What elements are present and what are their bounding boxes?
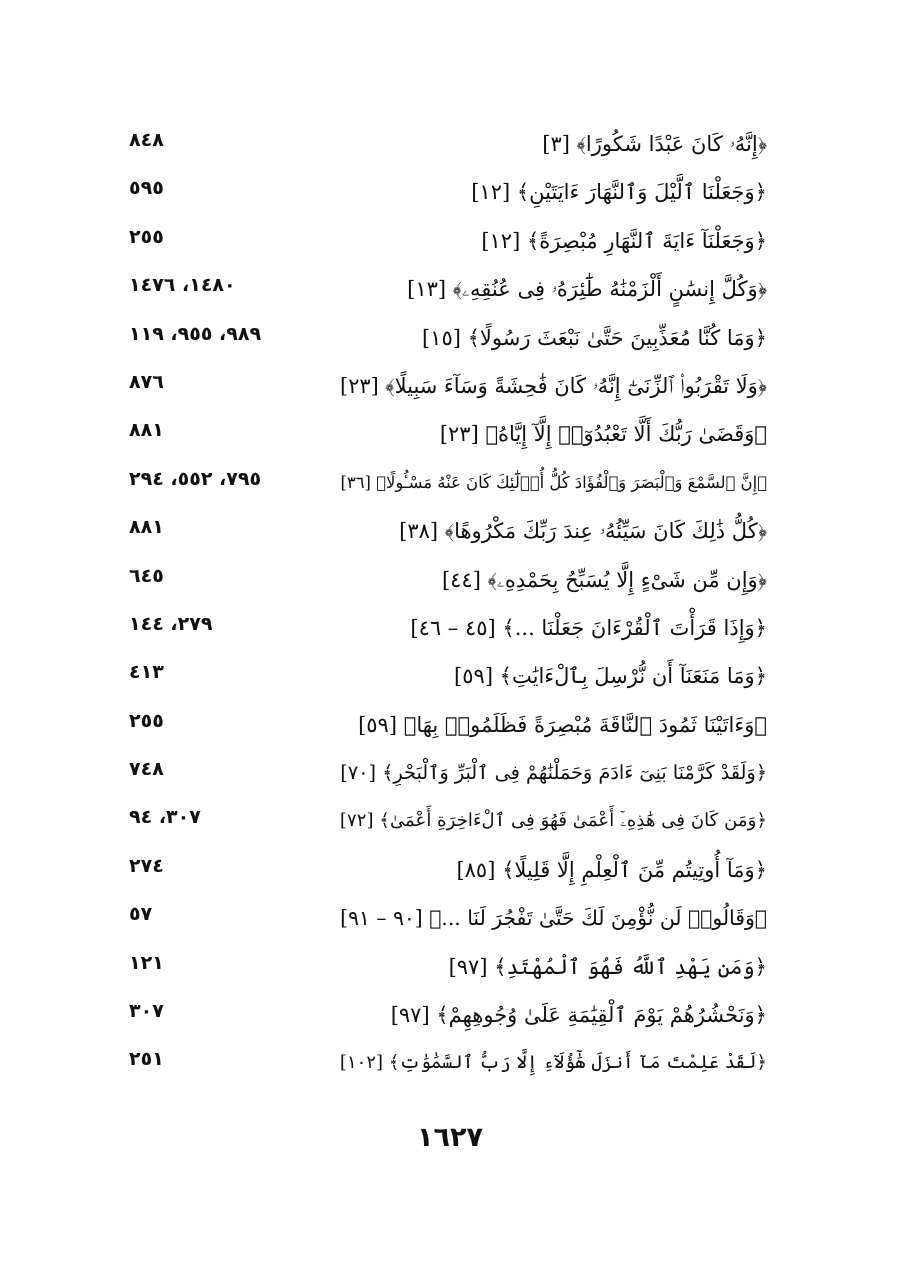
page-references: ٣٠٧، ٩٤	[129, 806, 201, 829]
page-references: ٢٥٥	[129, 709, 164, 732]
index-entry	[0, 556, 900, 604]
page-references: ٨٤٨	[129, 129, 164, 151]
page-references: ٢٥٥	[129, 225, 164, 248]
verse-text: ﴿وَقَالُوا۟ لَن نُّؤْمِنَ لَكَ حَتَّىٰ تَفْجُرَ لَنَا ...﴾ [٩٠ – ٩١]	[340, 906, 767, 931]
verse-text: ﴿وَإِذَا قَرَأْتَ ٱلْقُرْءَانَ جَعَلْنَا ...﴾ [٤٥ – ٤٦]	[410, 615, 767, 640]
page-number: ١٦٢٧	[417, 1122, 483, 1153]
index-entry	[0, 459, 900, 507]
index-entry	[0, 701, 900, 749]
verse-text: ﴿إِنَّ ٱلسَّمْعَ وَٱلْبَصَرَ وَٱلْفُؤَادَ كُلُّ أُو۟لَٰٓئِكَ كَانَ عَنْهُ مَسْـُٔولًا﴾ [٣٦]	[340, 472, 767, 492]
page-references: ٨٨١	[129, 419, 164, 442]
page-references: ٤١٣	[129, 661, 164, 684]
page-references: ٢٥١	[129, 1048, 164, 1071]
index-entry	[0, 846, 900, 894]
verse-text: ﴿وَمَن كَانَ فِى هَٰذِهِۦٓ أَعْمَىٰ فَهُوَ فِى ٱلْءَاخِرَةِ أَعْمَىٰ﴾ [٧٢]	[339, 810, 767, 832]
verse-text: ﴿وَجَعَلْنَا ٱلَّيْلَ وَٱلنَّهَارَ ءَايَتَيْنِ﴾ [١٢]	[471, 180, 767, 205]
index-entry	[0, 1039, 900, 1087]
index-entry	[0, 120, 900, 168]
verse-text: ﴿كُلُّ ذَٰلِكَ كَانَ سَيِّئُهُۥ عِندَ رَبِّكَ مَكْرُوهًا﴾ [٣٨]	[399, 519, 767, 544]
verse-index-list	[0, 120, 900, 1088]
index-entry	[0, 507, 900, 555]
page-references: ١٤٨٠، ١٤٧٦	[129, 274, 236, 297]
verse-text: ﴿لَقَدْ عَلِمْتَ مَآ أَنزَلَ هَٰٓؤُلَآءِ إِلَّا رَبُّ ٱلسَّمَٰوَٰتِ﴾ [١٠٢]	[339, 1052, 767, 1074]
page-references: ٧٩٥، ٥٥٢، ٢٩٤	[129, 467, 262, 490]
page-references: ١٢١	[129, 951, 164, 974]
index-entry	[0, 797, 900, 845]
index-entry	[0, 943, 900, 991]
page-references: ٦٤٥	[129, 564, 164, 587]
index-entry	[0, 217, 900, 265]
index-entry	[0, 314, 900, 362]
page-references: ٩٨٩، ٩٥٥، ١١٩	[129, 322, 262, 345]
page-references: ٢٧٩، ١٤٤	[129, 612, 213, 635]
verse-text: ﴿وَإِن مِّن شَىْءٍ إِلَّا يُسَبِّحُ بِحَمْدِهِۦ﴾ [٤٤]	[441, 567, 767, 592]
index-entry	[0, 652, 900, 700]
verse-text: ﴿وَمَا كُنَّا مُعَذِّبِينَ حَتَّىٰ نَبْعَثَ رَسُولًا﴾ [١٥]	[421, 325, 767, 350]
index-entry	[0, 604, 900, 652]
verse-text: ﴿وَمَن يَهْدِ ٱللَّهُ فَهُوَ ٱلْمُهْتَدِ﴾ [٩٧]	[448, 954, 767, 979]
index-entry	[0, 991, 900, 1039]
verse-text: ﴿وَلَقَدْ كَرَّمْنَا بَنِىٓ ءَادَمَ وَحَمَلْنَٰهُمْ فِى ٱلْبَرِّ وَٱلْبَحْرِ﴾ [٧٠]	[340, 761, 767, 785]
verse-text: ﴿وَمَآ أُوتِيتُم مِّنَ ٱلْعِلْمِ إِلَّا قَلِيلًا﴾ [٨٥]	[456, 857, 767, 882]
verse-text: ﴿وَلَا تَقْرَبُوا۟ ٱلزِّنَىٰٓ إِنَّهُۥ كَانَ فَٰحِشَةً وَسَآءَ سَبِيلًا﴾ [٢٣]	[340, 373, 767, 398]
index-entry	[0, 749, 900, 797]
verse-text: ﴿وَءَاتَيْنَا ثَمُودَ ٱلنَّاقَةَ مُبْصِرَةً فَظَلَمُوا۟ بِهَا﴾ [٥٩]	[358, 712, 767, 737]
page-references: ٢٧٤	[129, 854, 164, 877]
verse-text: ﴿وَمَا مَنَعَنَآ أَن نُّرْسِلَ بِٱلْءَايَٰتِ﴾ [٥٩]	[454, 664, 767, 689]
verse-text: ﴿وَقَضَىٰ رَبُّكَ أَلَّا تَعْبُدُوٓا۟ إِلَّآ إِيَّاهُ﴾ [٢٣]	[439, 422, 767, 447]
page-references: ٨٧٦	[129, 370, 164, 393]
index-entry	[0, 410, 900, 458]
index-entry	[0, 265, 900, 313]
index-entry	[0, 894, 900, 942]
verse-text: ﴿وَجَعَلْنَآ ءَايَةَ ٱلنَّهَارِ مُبْصِرَةً﴾ [١٢]	[481, 228, 767, 253]
page-references: ٥٧	[129, 903, 153, 926]
page-references: ٣٠٧	[129, 1000, 164, 1023]
page-references: ٨٨١	[129, 516, 164, 539]
page-references: ٧٤٨	[129, 758, 164, 781]
index-entry	[0, 168, 900, 216]
verse-text: ﴿وَنَحْشُرُهُمْ يَوْمَ ٱلْقِيَٰمَةِ عَلَىٰ وُجُوهِهِمْ﴾ [٩٧]	[390, 1003, 767, 1028]
verse-text: ﴿وَكُلَّ إِنسَٰنٍ أَلْزَمْنَٰهُ طَٰٓئِرَهُۥ فِى عُنُقِهِۦ﴾ [١٣]	[407, 277, 767, 302]
page-references: ٥٩٥	[129, 177, 164, 200]
index-entry	[0, 362, 900, 410]
verse-text: ﴿إِنَّهُۥ كَانَ عَبْدًا شَكُورًا﴾ [٣]	[542, 132, 767, 156]
